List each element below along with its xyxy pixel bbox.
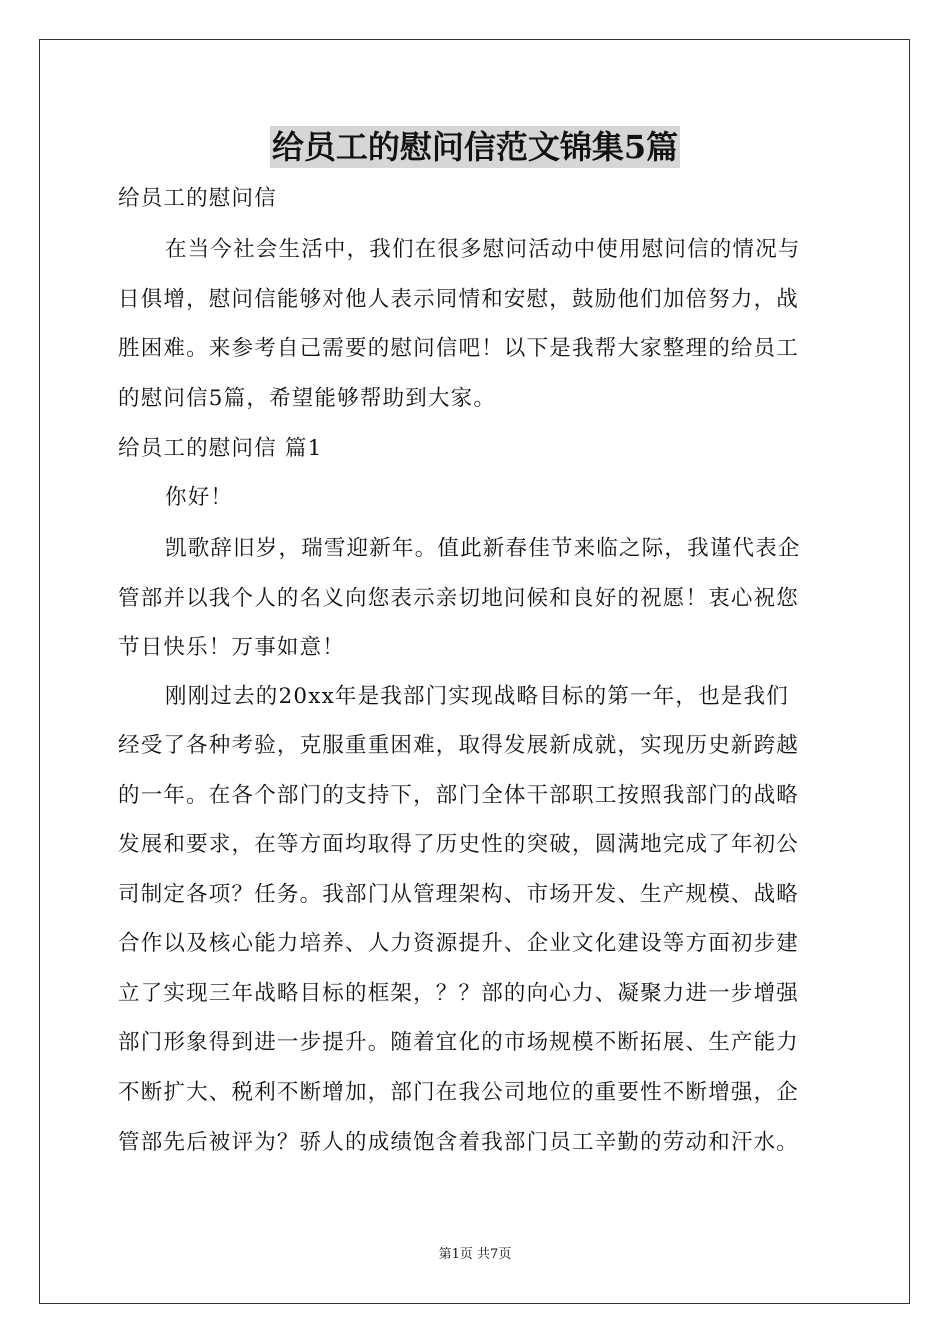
paragraph-line: 节日快乐！万事如意！ — [118, 635, 346, 660]
section-heading: 给员工的慰问信 篇1 — [118, 436, 323, 461]
paragraph-line: 刚刚过去的20xx年是我部门实现战略目标的第一年，也是我们 — [165, 684, 789, 709]
paragraph-line: 管部先后被评为？骄人的成绩饱含着我部门员工辛勤的劳动和汗水。 — [118, 1130, 800, 1155]
paragraph-line: 不断扩大、税利不断增加，部门在我公司地位的重要性不断增强，企 — [118, 1080, 800, 1105]
paragraph-line: 在当今社会生活中，我们在很多慰问活动中使用慰问信的情况与 — [165, 237, 801, 262]
page-border — [39, 39, 910, 1304]
paragraph-line: 发展和要求，在等方面均取得了历史性的突破，圆满地完成了年初公 — [118, 832, 800, 857]
paragraph-line: 部门形象得到进一步提升。随着宜化的市场规模不断拓展、生产能力 — [118, 1030, 800, 1055]
page-footer: 第1页 共7页 — [438, 1247, 512, 1262]
paragraph-line: 的一年。在各个部门的支持下，部门全体干部职工按照我部门的战略 — [118, 783, 800, 808]
paragraph-line: 凯歌辞旧岁，瑞雪迎新年。值此新春佳节来临之际，我谨代表企 — [165, 536, 801, 561]
paragraph-line: 立了实现三年战略目标的框架，？？部的向心力、凝聚力进一步增强 — [118, 981, 800, 1006]
paragraph-line: 司制定各项？任务。我部门从管理架构、市场开发、生产规模、战略 — [118, 882, 800, 907]
document-title: 给员工的慰问信范文锦集5篇 — [271, 128, 679, 166]
paragraph-line: 经受了各种考验，克服重重困难，取得发展新成就，实现历史新跨越 — [118, 733, 800, 758]
paragraph-line: 日俱增，慰问信能够对他人表示同情和安慰，鼓励他们加倍努力，战 — [118, 287, 800, 312]
paragraph-line: 管部并以我个人的名义向您表示亲切地问候和良好的祝愿！衷心祝您 — [118, 586, 800, 611]
paragraph-line: 合作以及核心能力培养、人力资源提升、企业文化建设等方面初步建 — [118, 931, 800, 956]
title-container — [0, 126, 950, 168]
paragraph-line: 胜困难。来参考自己需要的慰问信吧！以下是我帮大家整理的给员工 — [118, 336, 800, 361]
paragraph-line: 的慰问信5篇，希望能够帮助到大家。 — [118, 386, 497, 411]
greeting-line: 你好！ — [165, 485, 234, 510]
section-heading: 给员工的慰问信 — [118, 186, 277, 211]
